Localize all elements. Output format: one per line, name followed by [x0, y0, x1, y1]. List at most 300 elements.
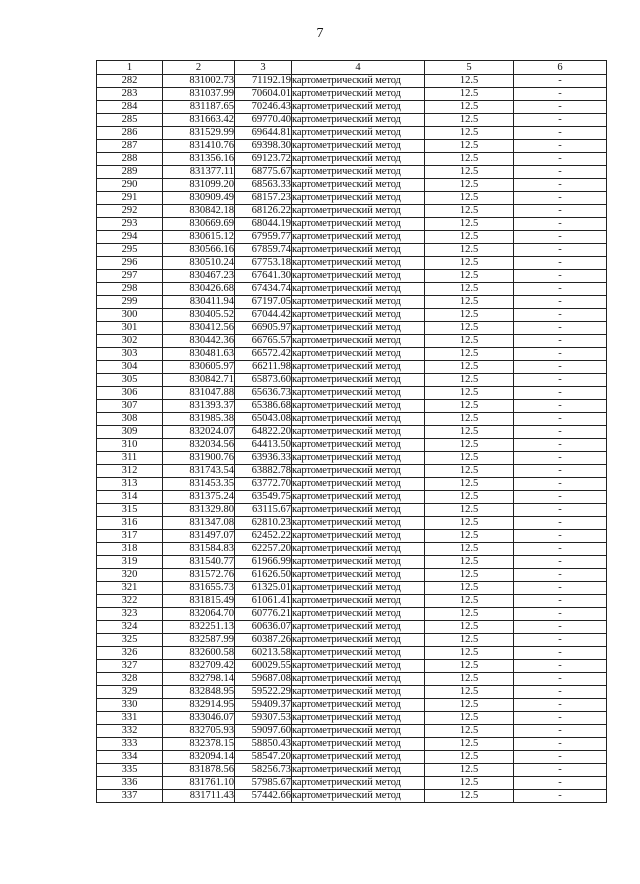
y-coordinate-cell: 67859.74 — [235, 244, 292, 257]
y-coordinate-cell: 64413.50 — [235, 439, 292, 452]
y-coordinate-cell: 63115.67 — [235, 504, 292, 517]
x-coordinate-cell: 831037.99 — [163, 88, 235, 101]
method-cell: картометрический метод — [292, 387, 425, 400]
method-cell: картометрический метод — [292, 153, 425, 166]
table-row — [97, 75, 607, 88]
point-number-cell: 282 — [97, 75, 163, 88]
method-cell: картометрический метод — [292, 790, 425, 803]
table-row — [97, 153, 607, 166]
point-number-cell: 313 — [97, 478, 163, 491]
table-row — [97, 595, 607, 608]
table-row — [97, 114, 607, 127]
x-coordinate-cell: 832251.13 — [163, 621, 235, 634]
y-coordinate-cell: 58256.73 — [235, 764, 292, 777]
note-cell: - — [514, 114, 607, 127]
y-coordinate-cell: 61626.50 — [235, 569, 292, 582]
y-coordinate-cell: 63936.33 — [235, 452, 292, 465]
method-cell: картометрический метод — [292, 413, 425, 426]
accuracy-cell: 12.5 — [425, 153, 514, 166]
note-cell: - — [514, 504, 607, 517]
table-row — [97, 335, 607, 348]
table-row — [97, 413, 607, 426]
accuracy-cell: 12.5 — [425, 439, 514, 452]
note-cell: - — [514, 647, 607, 660]
y-coordinate-cell: 69770.40 — [235, 114, 292, 127]
method-cell: картометрический метод — [292, 647, 425, 660]
x-coordinate-cell: 832705.93 — [163, 725, 235, 738]
x-coordinate-cell: 831329.80 — [163, 504, 235, 517]
y-coordinate-cell: 66211.98 — [235, 361, 292, 374]
method-cell: картометрический метод — [292, 556, 425, 569]
method-cell: картометрический метод — [292, 166, 425, 179]
y-coordinate-cell: 63549.75 — [235, 491, 292, 504]
y-coordinate-cell: 67959.77 — [235, 231, 292, 244]
table-row — [97, 101, 607, 114]
accuracy-cell: 12.5 — [425, 361, 514, 374]
note-cell: - — [514, 582, 607, 595]
point-number-cell: 289 — [97, 166, 163, 179]
method-cell: картометрический метод — [292, 127, 425, 140]
table-row — [97, 296, 607, 309]
point-number-cell: 319 — [97, 556, 163, 569]
method-cell: картометрический метод — [292, 361, 425, 374]
accuracy-cell: 12.5 — [425, 205, 514, 218]
table-row — [97, 127, 607, 140]
method-cell: картометрический метод — [292, 452, 425, 465]
x-coordinate-cell: 830411.94 — [163, 296, 235, 309]
note-cell: - — [514, 491, 607, 504]
accuracy-cell: 12.5 — [425, 738, 514, 751]
y-coordinate-cell: 69644.81 — [235, 127, 292, 140]
note-cell: - — [514, 439, 607, 452]
y-coordinate-cell: 70604.01 — [235, 88, 292, 101]
method-cell: картометрический метод — [292, 439, 425, 452]
accuracy-cell: 12.5 — [425, 621, 514, 634]
accuracy-cell: 12.5 — [425, 569, 514, 582]
y-coordinate-cell: 60213.58 — [235, 647, 292, 660]
column-header-5: 5 — [425, 61, 514, 75]
y-coordinate-cell: 60029.55 — [235, 660, 292, 673]
y-coordinate-cell: 67197.05 — [235, 296, 292, 309]
point-number-cell: 314 — [97, 491, 163, 504]
method-cell: картометрический метод — [292, 777, 425, 790]
note-cell: - — [514, 452, 607, 465]
x-coordinate-cell: 830467.23 — [163, 270, 235, 283]
method-cell: картометрический метод — [292, 751, 425, 764]
x-coordinate-cell: 830909.49 — [163, 192, 235, 205]
table-row — [97, 556, 607, 569]
y-coordinate-cell: 67641.30 — [235, 270, 292, 283]
x-coordinate-cell: 830842.71 — [163, 374, 235, 387]
accuracy-cell: 12.5 — [425, 127, 514, 140]
x-coordinate-cell: 831743.54 — [163, 465, 235, 478]
note-cell: - — [514, 231, 607, 244]
point-number-cell: 325 — [97, 634, 163, 647]
y-coordinate-cell: 65636.73 — [235, 387, 292, 400]
point-number-cell: 285 — [97, 114, 163, 127]
y-coordinate-cell: 71192.19 — [235, 75, 292, 88]
accuracy-cell: 12.5 — [425, 140, 514, 153]
accuracy-cell: 12.5 — [425, 504, 514, 517]
accuracy-cell: 12.5 — [425, 309, 514, 322]
method-cell: картометрический метод — [292, 205, 425, 218]
method-cell: картометрический метод — [292, 660, 425, 673]
note-cell: - — [514, 88, 607, 101]
note-cell: - — [514, 413, 607, 426]
accuracy-cell: 12.5 — [425, 166, 514, 179]
method-cell: картометрический метод — [292, 114, 425, 127]
accuracy-cell: 12.5 — [425, 465, 514, 478]
point-number-cell: 329 — [97, 686, 163, 699]
x-coordinate-cell: 831540.77 — [163, 556, 235, 569]
note-cell: - — [514, 569, 607, 582]
table-row — [97, 582, 607, 595]
x-coordinate-cell: 831572.76 — [163, 569, 235, 582]
column-header-3: 3 — [235, 61, 292, 75]
y-coordinate-cell: 58850.43 — [235, 738, 292, 751]
method-cell: картометрический метод — [292, 543, 425, 556]
note-cell: - — [514, 244, 607, 257]
table-row — [97, 452, 607, 465]
note-cell: - — [514, 556, 607, 569]
x-coordinate-cell: 832064.70 — [163, 608, 235, 621]
y-coordinate-cell: 67753.18 — [235, 257, 292, 270]
accuracy-cell: 12.5 — [425, 725, 514, 738]
note-cell: - — [514, 322, 607, 335]
point-number-cell: 303 — [97, 348, 163, 361]
point-number-cell: 292 — [97, 205, 163, 218]
x-coordinate-cell: 831187.65 — [163, 101, 235, 114]
point-number-cell: 306 — [97, 387, 163, 400]
table-row — [97, 88, 607, 101]
y-coordinate-cell: 67434.74 — [235, 283, 292, 296]
y-coordinate-cell: 68157.23 — [235, 192, 292, 205]
note-cell: - — [514, 725, 607, 738]
x-coordinate-cell: 831761.10 — [163, 777, 235, 790]
note-cell: - — [514, 634, 607, 647]
x-coordinate-cell: 831377.11 — [163, 166, 235, 179]
page-number: 7 — [316, 26, 324, 41]
point-number-cell: 320 — [97, 569, 163, 582]
accuracy-cell: 12.5 — [425, 400, 514, 413]
table-row — [97, 751, 607, 764]
table-row — [97, 205, 607, 218]
table-row — [97, 673, 607, 686]
point-number-cell: 333 — [97, 738, 163, 751]
x-coordinate-cell: 830442.36 — [163, 335, 235, 348]
x-coordinate-cell: 831655.73 — [163, 582, 235, 595]
method-cell: картометрический метод — [292, 192, 425, 205]
y-coordinate-cell: 57985.67 — [235, 777, 292, 790]
x-coordinate-cell: 832848.95 — [163, 686, 235, 699]
accuracy-cell: 12.5 — [425, 790, 514, 803]
method-cell: картометрический метод — [292, 478, 425, 491]
table-row — [97, 439, 607, 452]
table-body — [97, 75, 607, 803]
x-coordinate-cell: 830615.12 — [163, 231, 235, 244]
accuracy-cell: 12.5 — [425, 582, 514, 595]
note-cell: - — [514, 270, 607, 283]
method-cell: картометрический метод — [292, 140, 425, 153]
accuracy-cell: 12.5 — [425, 413, 514, 426]
table-row — [97, 478, 607, 491]
accuracy-cell: 12.5 — [425, 270, 514, 283]
y-coordinate-cell: 61966.99 — [235, 556, 292, 569]
y-coordinate-cell: 69123.72 — [235, 153, 292, 166]
x-coordinate-cell: 830566.16 — [163, 244, 235, 257]
table-row — [97, 660, 607, 673]
point-number-cell: 293 — [97, 218, 163, 231]
x-coordinate-cell: 832709.42 — [163, 660, 235, 673]
accuracy-cell: 12.5 — [425, 101, 514, 114]
x-coordinate-cell: 831878.56 — [163, 764, 235, 777]
method-cell: картометрический метод — [292, 322, 425, 335]
x-coordinate-cell: 831815.49 — [163, 595, 235, 608]
x-coordinate-cell: 832024.07 — [163, 426, 235, 439]
x-coordinate-cell: 832600.58 — [163, 647, 235, 660]
y-coordinate-cell: 60636.07 — [235, 621, 292, 634]
method-cell: картометрический метод — [292, 335, 425, 348]
method-cell: картометрический метод — [292, 218, 425, 231]
point-number-cell: 287 — [97, 140, 163, 153]
x-coordinate-cell: 832798.14 — [163, 673, 235, 686]
note-cell: - — [514, 75, 607, 88]
accuracy-cell: 12.5 — [425, 335, 514, 348]
accuracy-cell: 12.5 — [425, 231, 514, 244]
note-cell: - — [514, 790, 607, 803]
point-number-cell: 294 — [97, 231, 163, 244]
method-cell: картометрический метод — [292, 101, 425, 114]
accuracy-cell: 12.5 — [425, 543, 514, 556]
note-cell: - — [514, 686, 607, 699]
accuracy-cell: 12.5 — [425, 712, 514, 725]
point-number-cell: 296 — [97, 257, 163, 270]
y-coordinate-cell: 68126.22 — [235, 205, 292, 218]
point-number-cell: 295 — [97, 244, 163, 257]
y-coordinate-cell: 66905.97 — [235, 322, 292, 335]
x-coordinate-cell: 830842.18 — [163, 205, 235, 218]
point-number-cell: 304 — [97, 361, 163, 374]
point-number-cell: 327 — [97, 660, 163, 673]
accuracy-cell: 12.5 — [425, 192, 514, 205]
accuracy-cell: 12.5 — [425, 426, 514, 439]
y-coordinate-cell: 59409.37 — [235, 699, 292, 712]
table-row — [97, 530, 607, 543]
note-cell: - — [514, 660, 607, 673]
method-cell: картометрический метод — [292, 231, 425, 244]
table-row — [97, 179, 607, 192]
y-coordinate-cell: 57442.66 — [235, 790, 292, 803]
method-cell: картометрический метод — [292, 179, 425, 192]
accuracy-cell: 12.5 — [425, 764, 514, 777]
accuracy-cell: 12.5 — [425, 478, 514, 491]
note-cell: - — [514, 712, 607, 725]
note-cell: - — [514, 205, 607, 218]
accuracy-cell: 12.5 — [425, 686, 514, 699]
point-number-cell: 301 — [97, 322, 163, 335]
column-header-6: 6 — [514, 61, 607, 75]
accuracy-cell: 12.5 — [425, 530, 514, 543]
table-row — [97, 374, 607, 387]
note-cell: - — [514, 751, 607, 764]
method-cell: картометрический метод — [292, 582, 425, 595]
y-coordinate-cell: 61325.01 — [235, 582, 292, 595]
accuracy-cell: 12.5 — [425, 634, 514, 647]
x-coordinate-cell: 830412.56 — [163, 322, 235, 335]
table-row — [97, 647, 607, 660]
method-cell: картометрический метод — [292, 348, 425, 361]
point-number-cell: 315 — [97, 504, 163, 517]
table-row — [97, 686, 607, 699]
method-cell: картометрический метод — [292, 491, 425, 504]
x-coordinate-cell: 831453.35 — [163, 478, 235, 491]
table-row — [97, 257, 607, 270]
x-coordinate-cell: 830405.52 — [163, 309, 235, 322]
column-header-4: 4 — [292, 61, 425, 75]
accuracy-cell: 12.5 — [425, 257, 514, 270]
table-row — [97, 218, 607, 231]
method-cell: картометрический метод — [292, 374, 425, 387]
accuracy-cell: 12.5 — [425, 660, 514, 673]
point-number-cell: 299 — [97, 296, 163, 309]
x-coordinate-cell: 831985.38 — [163, 413, 235, 426]
point-number-cell: 335 — [97, 764, 163, 777]
x-coordinate-cell: 830669.69 — [163, 218, 235, 231]
y-coordinate-cell: 63772.70 — [235, 478, 292, 491]
y-coordinate-cell: 68563.33 — [235, 179, 292, 192]
accuracy-cell: 12.5 — [425, 179, 514, 192]
table-row — [97, 244, 607, 257]
method-cell: картометрический метод — [292, 244, 425, 257]
x-coordinate-cell: 833046.07 — [163, 712, 235, 725]
method-cell: картометрический метод — [292, 712, 425, 725]
accuracy-cell: 12.5 — [425, 283, 514, 296]
note-cell: - — [514, 387, 607, 400]
note-cell: - — [514, 218, 607, 231]
point-number-cell: 311 — [97, 452, 163, 465]
y-coordinate-cell: 60776.21 — [235, 608, 292, 621]
accuracy-cell: 12.5 — [425, 595, 514, 608]
note-cell: - — [514, 530, 607, 543]
table-row — [97, 465, 607, 478]
point-number-cell: 336 — [97, 777, 163, 790]
note-cell: - — [514, 543, 607, 556]
note-cell: - — [514, 426, 607, 439]
note-cell: - — [514, 296, 607, 309]
x-coordinate-cell: 832034.56 — [163, 439, 235, 452]
point-number-cell: 300 — [97, 309, 163, 322]
note-cell: - — [514, 478, 607, 491]
y-coordinate-cell: 64822.20 — [235, 426, 292, 439]
point-number-cell: 317 — [97, 530, 163, 543]
table-row — [97, 491, 607, 504]
point-number-cell: 324 — [97, 621, 163, 634]
x-coordinate-cell: 831410.76 — [163, 140, 235, 153]
y-coordinate-cell: 62810.23 — [235, 517, 292, 530]
table-row — [97, 348, 607, 361]
method-cell: картометрический метод — [292, 699, 425, 712]
column-header-2: 2 — [163, 61, 235, 75]
table-row — [97, 543, 607, 556]
x-coordinate-cell: 830605.97 — [163, 361, 235, 374]
column-header-1: 1 — [97, 61, 163, 75]
point-number-cell: 322 — [97, 595, 163, 608]
table-row — [97, 426, 607, 439]
method-cell: картометрический метод — [292, 725, 425, 738]
table-row — [97, 283, 607, 296]
note-cell: - — [514, 309, 607, 322]
note-cell: - — [514, 166, 607, 179]
method-cell: картометрический метод — [292, 673, 425, 686]
table-row — [97, 400, 607, 413]
y-coordinate-cell: 60387.26 — [235, 634, 292, 647]
table-row — [97, 569, 607, 582]
method-cell: картометрический метод — [292, 764, 425, 777]
accuracy-cell: 12.5 — [425, 374, 514, 387]
table-row — [97, 738, 607, 751]
note-cell: - — [514, 361, 607, 374]
method-cell: картометрический метод — [292, 569, 425, 582]
x-coordinate-cell: 831047.88 — [163, 387, 235, 400]
method-cell: картометрический метод — [292, 634, 425, 647]
accuracy-cell: 12.5 — [425, 387, 514, 400]
x-coordinate-cell: 831002.73 — [163, 75, 235, 88]
note-cell: - — [514, 764, 607, 777]
x-coordinate-cell: 831356.16 — [163, 153, 235, 166]
method-cell: картометрический метод — [292, 608, 425, 621]
point-number-cell: 321 — [97, 582, 163, 595]
x-coordinate-cell: 831529.99 — [163, 127, 235, 140]
note-cell: - — [514, 738, 607, 751]
table-row — [97, 361, 607, 374]
note-cell: - — [514, 517, 607, 530]
y-coordinate-cell: 65386.68 — [235, 400, 292, 413]
accuracy-cell: 12.5 — [425, 322, 514, 335]
y-coordinate-cell: 59522.29 — [235, 686, 292, 699]
table-row — [97, 712, 607, 725]
method-cell: картометрический метод — [292, 517, 425, 530]
note-cell: - — [514, 127, 607, 140]
note-cell: - — [514, 192, 607, 205]
y-coordinate-cell: 61061.41 — [235, 595, 292, 608]
accuracy-cell: 12.5 — [425, 751, 514, 764]
note-cell: - — [514, 595, 607, 608]
point-number-cell: 307 — [97, 400, 163, 413]
x-coordinate-cell: 830481.63 — [163, 348, 235, 361]
x-coordinate-cell: 831663.42 — [163, 114, 235, 127]
point-number-cell: 283 — [97, 88, 163, 101]
y-coordinate-cell: 68775.67 — [235, 166, 292, 179]
method-cell: картометрический метод — [292, 283, 425, 296]
point-number-cell: 326 — [97, 647, 163, 660]
point-number-cell: 323 — [97, 608, 163, 621]
point-number-cell: 291 — [97, 192, 163, 205]
accuracy-cell: 12.5 — [425, 608, 514, 621]
y-coordinate-cell: 69398.30 — [235, 140, 292, 153]
x-coordinate-cell: 832094.14 — [163, 751, 235, 764]
method-cell: картометрический метод — [292, 465, 425, 478]
x-coordinate-cell: 831584.83 — [163, 543, 235, 556]
x-coordinate-cell: 831099.20 — [163, 179, 235, 192]
point-number-cell: 330 — [97, 699, 163, 712]
point-number-cell: 305 — [97, 374, 163, 387]
x-coordinate-cell: 832587.99 — [163, 634, 235, 647]
method-cell: картометрический метод — [292, 504, 425, 517]
table-row — [97, 608, 607, 621]
note-cell: - — [514, 101, 607, 114]
table-row — [97, 725, 607, 738]
method-cell: картометрический метод — [292, 309, 425, 322]
